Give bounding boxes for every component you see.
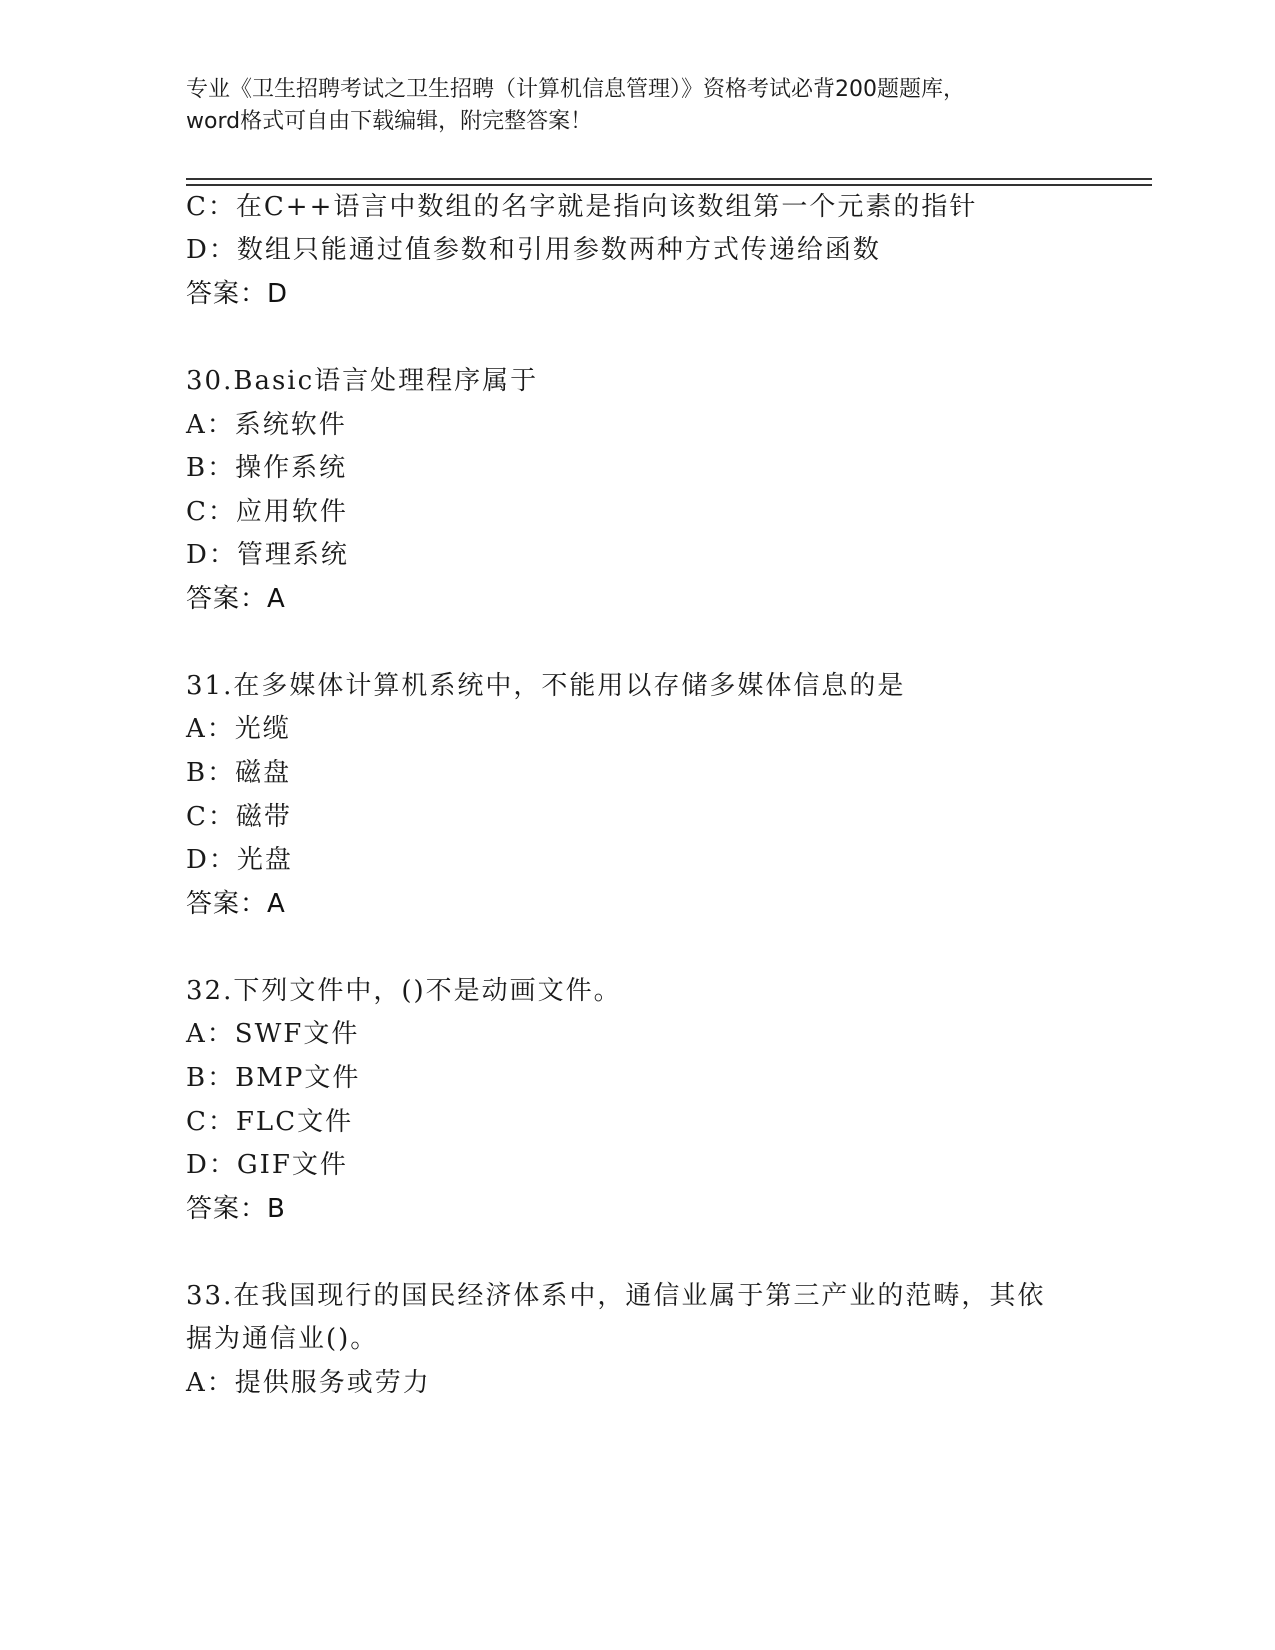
q32-option-b: B：BMP文件 (186, 1063, 361, 1093)
q31-answer: 答案：A (186, 889, 286, 919)
q30-option-c: C：应用软件 (186, 497, 348, 527)
q32-option-a: A：SWF文件 (186, 1019, 360, 1049)
q33-option-a: A：提供服务或劳力 (186, 1368, 431, 1398)
q32-option-d: D：GIF文件 (186, 1150, 348, 1180)
q30-option-a: A：系统软件 (186, 410, 347, 440)
q33-question-line1: 33.在我国现行的国民经济体系中，通信业属于第三产业的范畴，其依 (186, 1281, 1046, 1311)
q32-answer: 答案：B (186, 1194, 286, 1224)
q31-question: 31.在多媒体计算机系统中，不能用以存储多媒体信息的是 (186, 671, 906, 701)
header-divider-top (186, 178, 1152, 180)
q30-answer: 答案：A (186, 584, 286, 614)
q32-question: 32.下列文件中，()不是动画文件。 (186, 976, 622, 1006)
q29-answer: 答案：D (186, 279, 289, 309)
q30-question: 30.Basic语言处理程序属于 (186, 366, 539, 396)
q31-option-c: C：磁带 (186, 802, 292, 832)
q29-option-d: D：数组只能通过值参数和引用参数两种方式传递给函数 (186, 235, 881, 265)
q30-option-b: B：操作系统 (186, 453, 348, 483)
q32-option-c: C：FLC文件 (186, 1107, 354, 1137)
document-header (186, 74, 1086, 138)
q31-option-a: A：光缆 (186, 714, 291, 744)
q31-option-d: D：光盘 (186, 845, 293, 875)
q33-question-line2: 据为通信业()。 (186, 1324, 379, 1354)
q29-option-c: C：在C++语言中数组的名字就是指向该数组第一个元素的指针 (186, 192, 978, 222)
q31-option-b: B：磁盘 (186, 758, 292, 788)
header-title-line1: 专业《卫生招聘考试之卫生招聘（计算机信息管理）》资格考试必背200题题库， (186, 77, 965, 102)
q30-option-d: D：管理系统 (186, 540, 349, 570)
header-title-line2: word格式可自由下载编辑，附完整答案！ (186, 109, 593, 134)
